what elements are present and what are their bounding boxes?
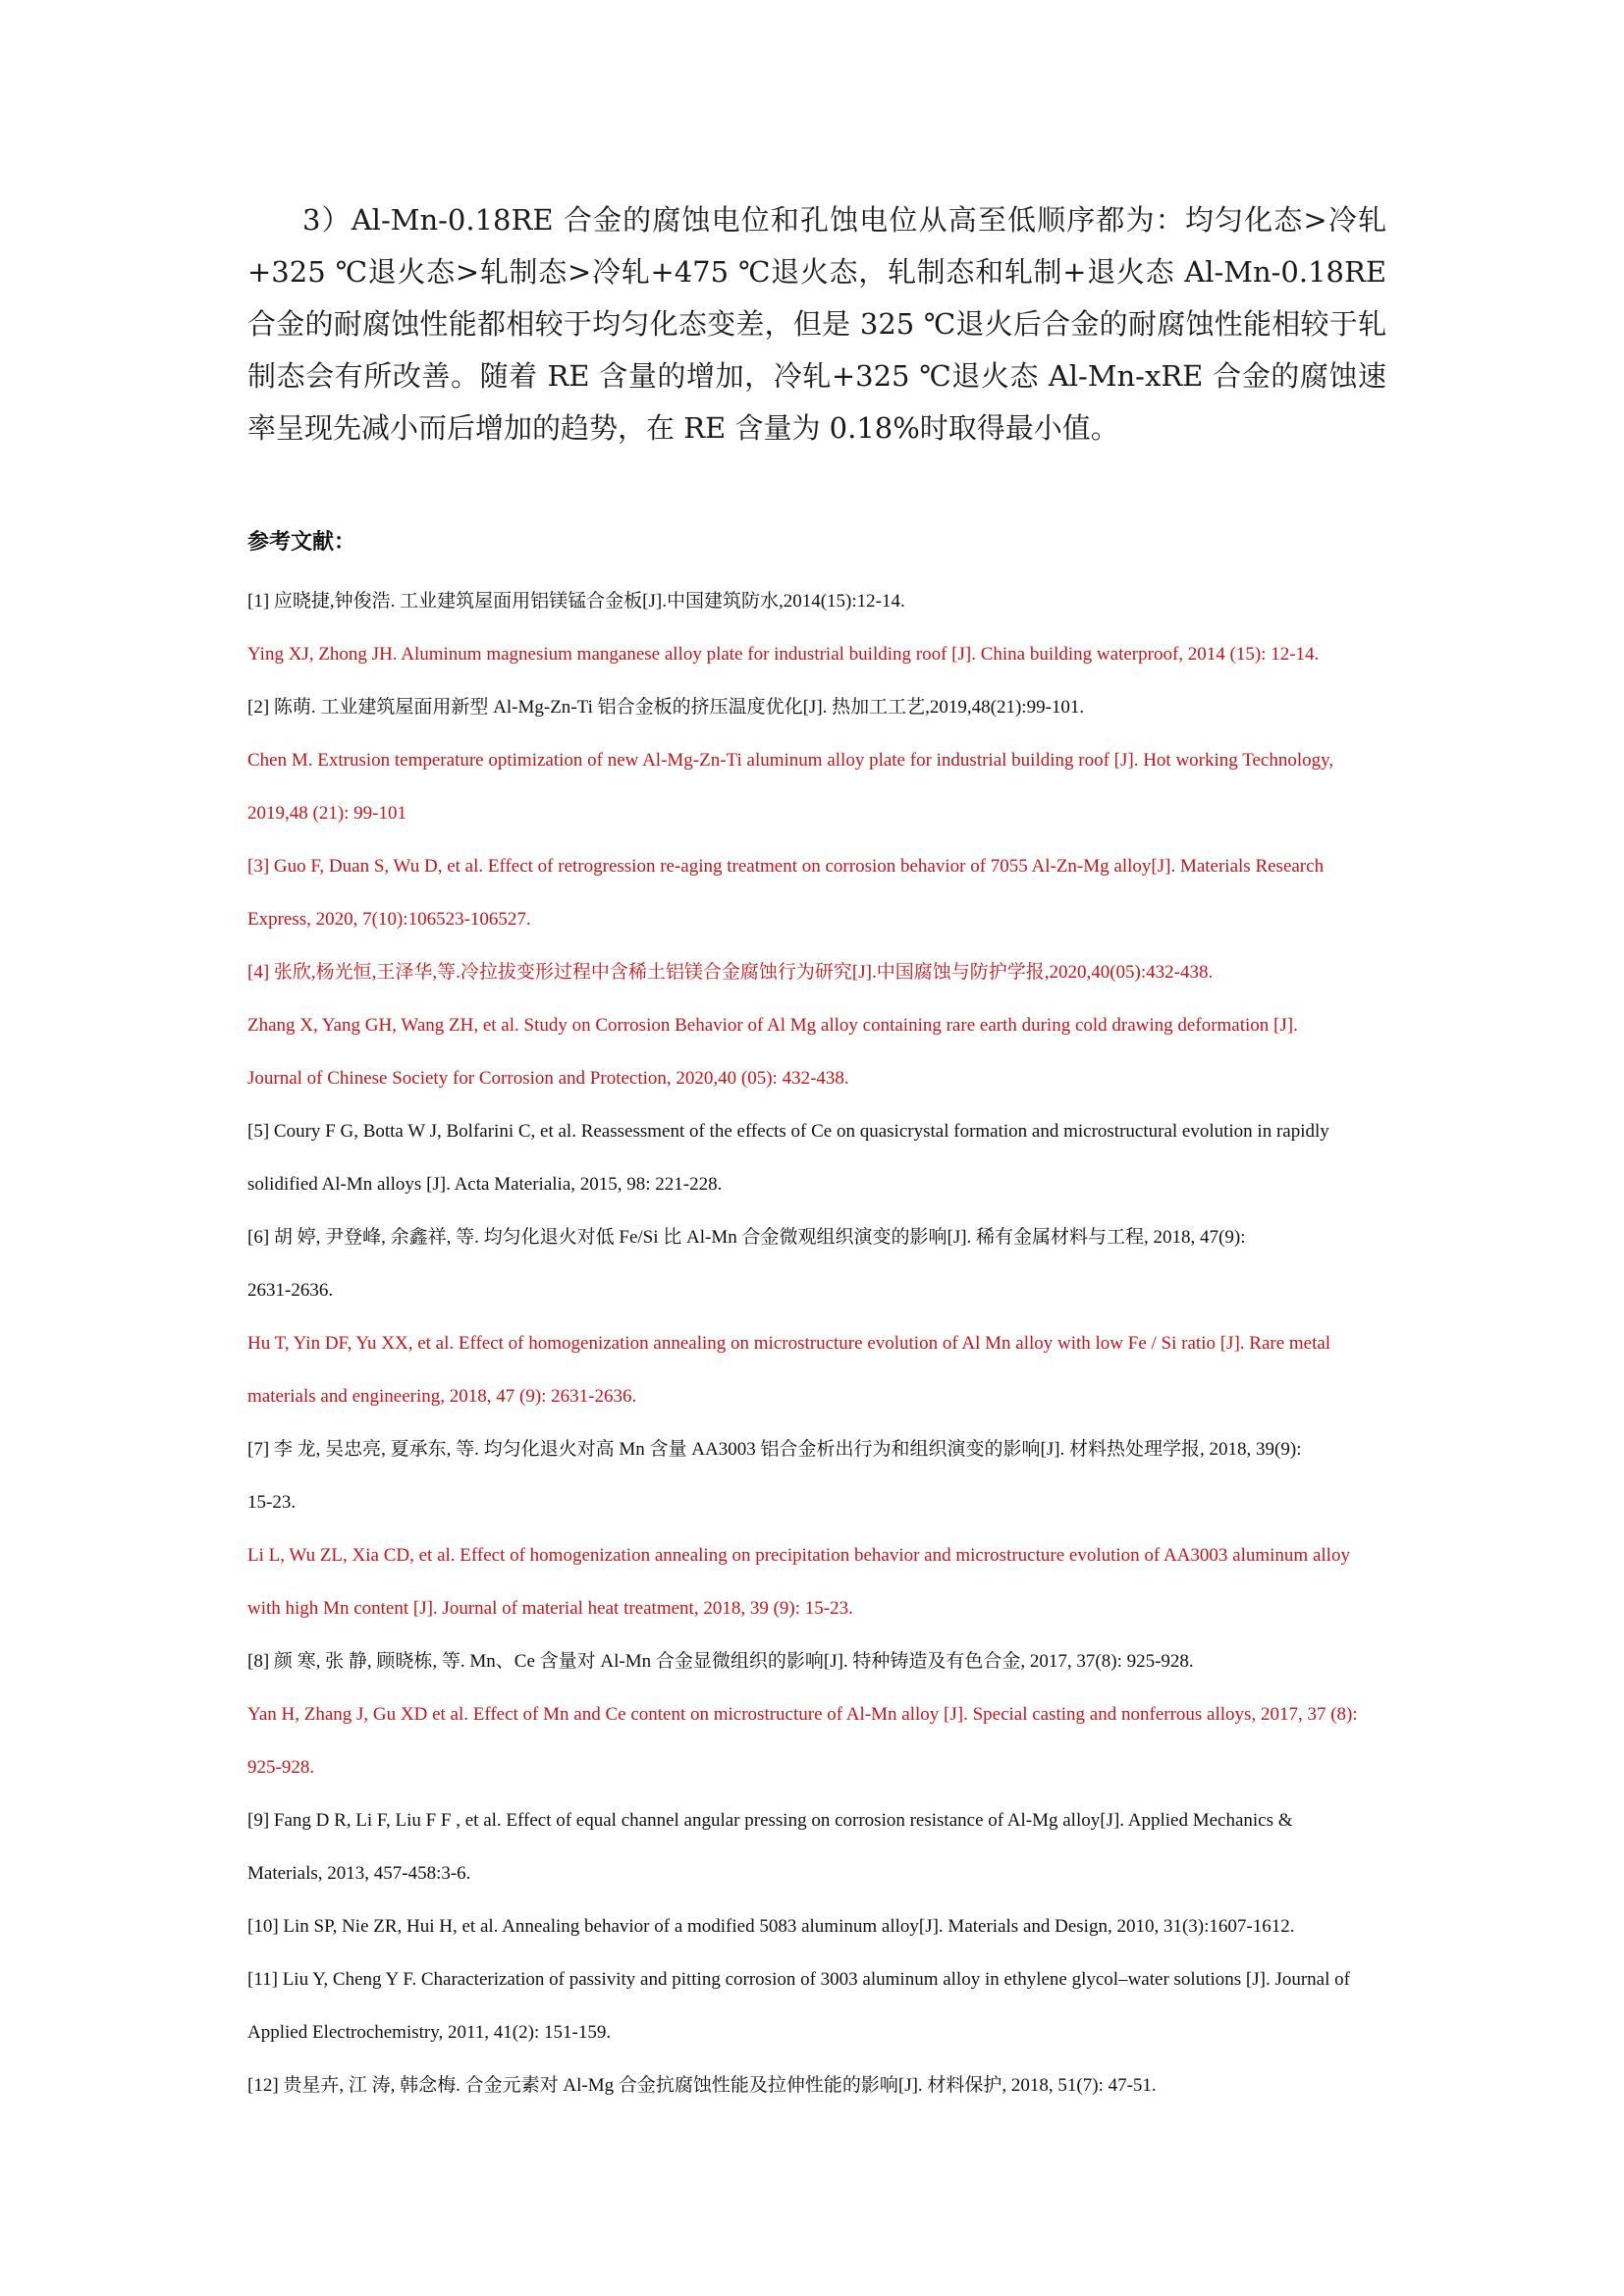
reference-line: Materials, 2013, 457-458:3-6. <box>247 1863 471 1884</box>
conclusion-paragraph: 3）Al-Mn-0.18RE 合金的腐蚀电位和孔蚀电位从高至低顺序都为：均匀化态>冷轧+325 ℃退火态>轧制态>冷轧+475 ℃退火态，轧制态和轧制+退火态 Al-Mn-0.18RE 合金的耐腐蚀性能都相较于均匀化态变差，但是 325 ℃退火后合金的耐腐蚀性能相较于轧制态会有所改善。随着 RE 含量的增加，冷轧+325 ℃退火态 Al-Mn-xRE 合金的腐蚀速率呈现先减小而后增加的趋势，在 RE 含量为 0.18%时取得最小值。 <box>247 203 1386 445</box>
reference-line: [2] 陈萌. 工业建筑屋面用新型 Al-Mg-Zn-Ti 铝合金板的挤压温度优化[J]. 热加工工艺,2019,48(21):99-101. <box>247 697 1085 718</box>
reference-line: 2019,48 (21): 99-101 <box>247 803 407 824</box>
reference-line: Zhang X, Yang GH, Wang ZH, et al. Study on Corrosion Behavior of Al Mg alloy containing rare earth during cold drawing deformation [J]. <box>247 1015 1298 1036</box>
reference-line: 925-928. <box>247 1757 315 1778</box>
reference-line: Li L, Wu ZL, Xia CD, et al. Effect of homogenization annealing on precipitation behavior and microstructure evolution of AA3003 aluminum alloy <box>247 1545 1350 1566</box>
reference-line: materials and engineering, 2018, 47 (9): 2631-2636. <box>247 1386 637 1407</box>
reference-line: 2631-2636. <box>247 1280 334 1301</box>
reference-line: [3] Guo F, Duan S, Wu D, et al. Effect of retrogression re-aging treatment on corrosion behavior of 7055 Al-Zn-Mg alloy[J]. Materials Research <box>247 856 1325 877</box>
reference-line: Express, 2020, 7(10):106523-106527. <box>247 909 531 930</box>
references-list <box>247 575 1386 2112</box>
reference-line: Yan H, Zhang J, Gu XD et al. Effect of Mn and Ce content on microstructure of Al-Mn alloy [J]. Special casting and nonferrous alloys, 2017, 37 (8): <box>247 1704 1358 1725</box>
reference-line: Applied Electrochemistry, 2011, 41(2): 151-159. <box>247 2022 612 2043</box>
reference-line: Journal of Chinese Society for Corrosion and Protection, 2020,40 (05): 432-438. <box>247 1068 849 1089</box>
reference-line: [8] 颜 寒, 张 静, 顾晓栋, 等. Mn、Ce 含量对 Al-Mn 合金显微组织的影响[J]. 特种铸造及有色合金, 2017, 37(8): 925-928. <box>247 1651 1194 1672</box>
reference-line: [10] Lin SP, Nie ZR, Hui H, et al. Annealing behavior of a modified 5083 aluminum alloy[J]. Materials and Design, 2010, 31(3):1607-1612. <box>247 1916 1295 1937</box>
reference-line: with high Mn content [J]. Journal of material heat treatment, 2018, 39 (9): 15-23. <box>247 1598 853 1619</box>
reference-line: Ying XJ, Zhong JH. Aluminum magnesium manganese alloy plate for industrial building roof [J]. China building waterproof, 2014 (15): 12-14. <box>247 644 1320 665</box>
reference-line: [7] 李 龙, 吴忠亮, 夏承东, 等. 均匀化退火对高 Mn 含量 AA3003 铝合金析出行为和组织演变的影响[J]. 材料热处理学报, 2018, 39(9): <box>247 1439 1302 1460</box>
reference-line: [1] 应晓捷,钟俊浩. 工业建筑屋面用铝镁锰合金板[J].中国建筑防水,2014(15):12-14. <box>247 591 905 612</box>
reference-line: solidified Al-Mn alloys [J]. Acta Materialia, 2015, 98: 221-228. <box>247 1174 723 1195</box>
reference-line: Chen M. Extrusion temperature optimization of new Al-Mg-Zn-Ti aluminum alloy plate for industrial building roof [J]. Hot working Technology, <box>247 750 1334 771</box>
references-heading: 参考文献： <box>247 530 356 555</box>
reference-line: 15-23. <box>247 1492 297 1513</box>
reference-line: [12] 贵星卉, 江 涛, 韩念梅. 合金元素对 Al-Mg 合金抗腐蚀性能及拉伸性能的影响[J]. 材料保护, 2018, 51(7): 47-51. <box>247 2075 1157 2096</box>
reference-line: [6] 胡 婷, 尹登峰, 余鑫祥, 等. 均匀化退火对低 Fe/Si 比 Al-Mn 合金微观组织演变的影响[J]. 稀有金属材料与工程, 2018, 47(9): <box>247 1227 1246 1248</box>
reference-line: [5] Coury F G, Botta W J, Bolfarini C, et al. Reassessment of the effects of Ce on quasicrystal formation and microstructural evolution in rapidly <box>247 1121 1329 1142</box>
reference-line: [11] Liu Y, Cheng Y F. Characterization of passivity and pitting corrosion of 3003 aluminum alloy in ethylene glycol–water solutions [J]. Journal of <box>247 1969 1350 1990</box>
reference-line: [9] Fang D R, Li F, Liu F F , et al. Effect of equal channel angular pressing on corrosion resistance of Al-Mg alloy[J]. Applied Mechanics & <box>247 1810 1293 1831</box>
reference-line: Hu T, Yin DF, Yu XX, et al. Effect of homogenization annealing on microstructure evolution of Al Mn alloy with low Fe / Si ratio [J]. Rare metal <box>247 1333 1331 1354</box>
reference-line: [4] 张欣,杨光恒,王泽华,等.冷拉拔变形过程中含稀土铝镁合金腐蚀行为研究[J].中国腐蚀与防护学报,2020,40(05):432-438. <box>247 962 1214 983</box>
